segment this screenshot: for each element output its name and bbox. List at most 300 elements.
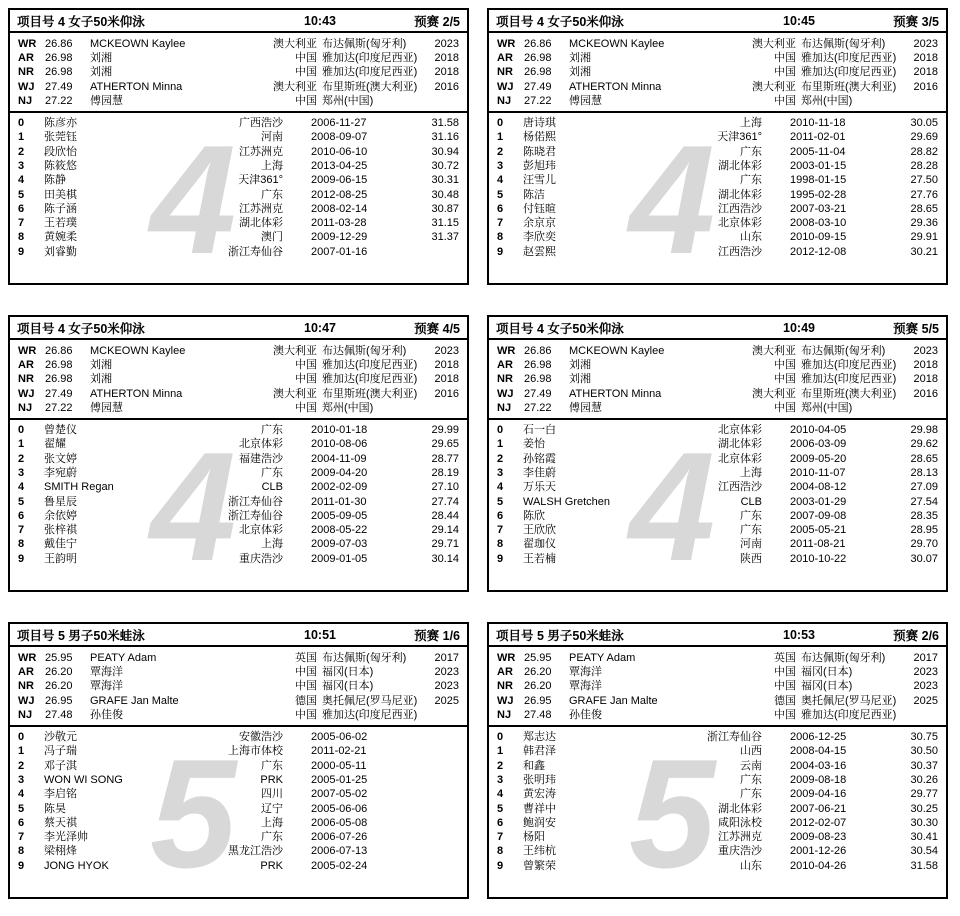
swimmer-team: 江苏洲克 bbox=[239, 145, 283, 158]
record-tag: WR bbox=[497, 652, 516, 664]
lane-number: 3 bbox=[18, 773, 25, 786]
lane-number: 5 bbox=[18, 188, 25, 201]
record-holder-name: 覃海洋 bbox=[569, 666, 602, 679]
record-time: 27.48 bbox=[45, 708, 73, 721]
swimmer-name: 韩君泽 bbox=[523, 745, 556, 758]
swimmer-team: 澳门 bbox=[261, 231, 283, 244]
entry-time bbox=[401, 787, 459, 801]
swimmer-team: 咸阳泳校 bbox=[718, 816, 762, 829]
swimmer-name: 余依婷 bbox=[44, 509, 77, 522]
record-time: 26.20 bbox=[524, 666, 552, 679]
lane-row bbox=[497, 188, 938, 202]
entry-time: 29.70 bbox=[910, 538, 938, 551]
lane-number: 7 bbox=[18, 524, 25, 537]
lane-number: 6 bbox=[497, 509, 504, 522]
record-year: 2025 bbox=[434, 694, 459, 707]
lane-number: 1 bbox=[497, 438, 504, 451]
swimmer-team: 广东 bbox=[740, 773, 762, 786]
record-nation: 中国 bbox=[295, 373, 317, 386]
record-row bbox=[18, 94, 459, 108]
entry-time: 29.99 bbox=[431, 424, 459, 437]
record-tag: NJ bbox=[497, 708, 512, 721]
entry-time: 30.48 bbox=[431, 188, 459, 201]
record-location: 雅加达(印度尼西亚) bbox=[322, 66, 418, 79]
record-tag: WR bbox=[18, 345, 37, 357]
record-location: 布达佩斯(匈牙利) bbox=[322, 652, 407, 664]
swimmer-name: WALSH Gretchen bbox=[523, 495, 611, 508]
swimmer-name: 王若楠 bbox=[523, 552, 556, 565]
record-tag: AR bbox=[18, 666, 34, 679]
lane-row bbox=[18, 452, 459, 466]
lane-number: 4 bbox=[18, 788, 25, 801]
record-holder-name: MCKEOWN Kaylee bbox=[90, 345, 186, 357]
lane-row bbox=[497, 202, 938, 216]
record-row bbox=[18, 401, 459, 415]
swimmer-name: 王欣欣 bbox=[523, 524, 556, 537]
swimmer-birthdate: 2009-01-05 bbox=[311, 552, 368, 565]
record-location: 雅加达(印度尼西亚) bbox=[322, 359, 418, 372]
swimmer-team: 上海 bbox=[261, 159, 283, 172]
lane-number: 1 bbox=[18, 745, 25, 758]
swimmer-team: 广东 bbox=[261, 831, 283, 844]
swimmer-name: 黄宏涛 bbox=[523, 788, 556, 801]
swimmer-team: 浙江寿仙谷 bbox=[228, 509, 283, 522]
lane-number: 2 bbox=[18, 145, 25, 158]
entry-time: 27.54 bbox=[910, 495, 938, 508]
record-holder-name: ATHERTON Minna bbox=[90, 80, 183, 93]
record-location: 郑州(中国) bbox=[801, 401, 853, 414]
swimmer-birthdate: 2006-05-08 bbox=[311, 816, 368, 829]
record-year: 2018 bbox=[434, 359, 459, 372]
lane-row bbox=[18, 537, 459, 551]
heat-label: 预赛 2/6 bbox=[893, 628, 939, 643]
swimmer-team: 广东 bbox=[740, 174, 762, 187]
swimmer-team: 山东 bbox=[740, 231, 762, 244]
swimmer-name: 孙铭霞 bbox=[523, 452, 556, 465]
entry-time: 30.94 bbox=[431, 145, 459, 158]
swimmer-name: 王韵明 bbox=[44, 552, 77, 565]
heat-label: 预赛 3/5 bbox=[893, 14, 939, 29]
lane-number: 5 bbox=[497, 802, 504, 815]
swimmer-birthdate: 2008-05-22 bbox=[311, 524, 368, 537]
swimmer-birthdate: 2012-12-08 bbox=[790, 245, 847, 258]
swimmer-name: 李佳蔚 bbox=[523, 466, 556, 479]
lane-row bbox=[18, 188, 459, 202]
swimmer-team: 湖北体彩 bbox=[718, 159, 762, 172]
lane-row bbox=[18, 816, 459, 830]
record-time: 26.20 bbox=[45, 680, 73, 693]
entry-time: 29.77 bbox=[910, 788, 938, 801]
panel-header bbox=[489, 10, 946, 33]
swimmer-team: 广东 bbox=[261, 424, 283, 437]
event-panel bbox=[8, 622, 469, 899]
swimmer-team: 辽宁 bbox=[261, 802, 283, 815]
lane-number: 3 bbox=[497, 773, 504, 786]
record-time: 26.20 bbox=[45, 666, 73, 679]
swimmer-team: 山西 bbox=[740, 745, 762, 758]
record-location: 布达佩斯(匈牙利) bbox=[801, 38, 886, 50]
record-nation: 澳大利亚 bbox=[273, 345, 317, 357]
record-row bbox=[18, 358, 459, 372]
lane-number: 3 bbox=[497, 466, 504, 479]
record-time: 26.86 bbox=[45, 345, 73, 357]
swimmer-team: 河南 bbox=[261, 131, 283, 144]
swimmer-birthdate: 2010-10-22 bbox=[790, 552, 847, 565]
lane-row bbox=[18, 216, 459, 230]
record-year: 2018 bbox=[913, 66, 938, 79]
record-row bbox=[18, 37, 459, 51]
record-location: 布达佩斯(匈牙利) bbox=[322, 345, 407, 357]
record-tag: WJ bbox=[497, 80, 514, 93]
record-location: 布里斯班(澳大利亚) bbox=[801, 80, 897, 93]
heat-label: 预赛 5/5 bbox=[893, 321, 939, 336]
lane-row bbox=[497, 859, 938, 873]
swimmer-name: 余京京 bbox=[523, 217, 556, 230]
swimmer-birthdate: 2002-02-09 bbox=[311, 481, 368, 494]
record-tag: NJ bbox=[18, 94, 33, 107]
record-nation: 中国 bbox=[295, 94, 317, 107]
record-tag: NJ bbox=[497, 401, 512, 414]
lane-row bbox=[497, 466, 938, 480]
record-nation: 中国 bbox=[295, 401, 317, 414]
entry-time: 30.72 bbox=[431, 159, 459, 172]
lane-row bbox=[18, 523, 459, 537]
lane-number: 6 bbox=[497, 816, 504, 829]
record-tag: NJ bbox=[18, 708, 33, 721]
record-location: 雅加达(印度尼西亚) bbox=[801, 66, 897, 79]
lane-row bbox=[497, 523, 938, 537]
record-holder-name: 刘湘 bbox=[90, 359, 112, 372]
swimmer-birthdate: 2007-06-21 bbox=[790, 802, 847, 815]
lane-row bbox=[18, 802, 459, 816]
record-tag: WR bbox=[497, 345, 516, 357]
record-holder-name: PEATY Adam bbox=[569, 652, 636, 664]
lane-row bbox=[18, 787, 459, 801]
record-tag: WR bbox=[18, 38, 37, 50]
record-time: 27.48 bbox=[524, 708, 552, 721]
record-row bbox=[497, 651, 938, 665]
record-holder-name: 傅园慧 bbox=[90, 401, 123, 414]
record-nation: 中国 bbox=[295, 680, 317, 693]
record-tag: NR bbox=[497, 66, 513, 79]
lane-number: 9 bbox=[497, 245, 504, 258]
record-year: 2023 bbox=[913, 666, 938, 679]
swimmer-birthdate: 2011-03-28 bbox=[311, 217, 367, 230]
record-holder-name: PEATY Adam bbox=[90, 652, 157, 664]
lane-row bbox=[497, 744, 938, 758]
record-holder-name: 覃海洋 bbox=[90, 680, 123, 693]
swimmer-team: PRK bbox=[260, 773, 283, 786]
entry-time: 29.71 bbox=[431, 538, 459, 551]
record-row bbox=[18, 679, 459, 693]
swimmer-birthdate: 2010-04-05 bbox=[790, 424, 847, 437]
records-section bbox=[10, 33, 467, 113]
record-tag: WJ bbox=[18, 387, 35, 400]
record-nation: 澳大利亚 bbox=[752, 387, 796, 400]
swimmer-birthdate: 2009-04-20 bbox=[311, 466, 368, 479]
swimmer-birthdate: 2001-12-26 bbox=[790, 845, 847, 858]
record-year: 2023 bbox=[913, 38, 938, 50]
swimmer-team: 上海市体校 bbox=[228, 745, 283, 758]
record-time: 27.49 bbox=[45, 387, 73, 400]
record-row bbox=[18, 51, 459, 65]
entry-time: 28.65 bbox=[910, 452, 938, 465]
swimmer-name: 冯子瑞 bbox=[44, 745, 77, 758]
lanes-section bbox=[10, 420, 467, 566]
entry-time: 28.13 bbox=[910, 466, 938, 479]
swimmer-name: 陈筱悠 bbox=[44, 159, 77, 172]
lane-number: 1 bbox=[18, 131, 25, 144]
record-nation: 德国 bbox=[774, 694, 796, 707]
entry-time: 29.36 bbox=[910, 217, 938, 230]
record-location: 雅加达(印度尼西亚) bbox=[322, 52, 418, 65]
heat-label: 预赛 1/6 bbox=[414, 628, 460, 643]
swimmer-team: 四川 bbox=[261, 788, 283, 801]
record-nation: 中国 bbox=[774, 359, 796, 372]
swimmer-birthdate: 1995-02-28 bbox=[790, 188, 847, 201]
heat-watermark: 5 bbox=[150, 727, 237, 899]
record-holder-name: 刘湘 bbox=[90, 52, 112, 65]
panel-header bbox=[489, 624, 946, 647]
record-nation: 澳大利亚 bbox=[273, 80, 317, 93]
swimmer-birthdate: 2009-04-16 bbox=[790, 788, 847, 801]
lane-number: 9 bbox=[18, 552, 25, 565]
lanes-section bbox=[489, 420, 946, 566]
lane-row bbox=[497, 130, 938, 144]
lane-row bbox=[497, 145, 938, 159]
record-time: 26.95 bbox=[45, 694, 73, 707]
swimmer-team: 湖北体彩 bbox=[718, 438, 762, 451]
swimmer-birthdate: 2005-11-04 bbox=[790, 145, 846, 158]
record-row bbox=[497, 708, 938, 722]
swimmer-name: 曹祥中 bbox=[523, 802, 556, 815]
entry-time: 28.82 bbox=[910, 145, 938, 158]
record-location: 郑州(中国) bbox=[322, 94, 374, 107]
record-holder-name: 刘湘 bbox=[569, 66, 591, 79]
entry-time bbox=[401, 844, 459, 858]
entry-time bbox=[401, 773, 459, 787]
record-row bbox=[18, 708, 459, 722]
swimmer-team: 河南 bbox=[740, 538, 762, 551]
swimmer-team: 上海 bbox=[740, 117, 762, 130]
record-row bbox=[497, 344, 938, 358]
record-year bbox=[906, 708, 938, 722]
record-tag: NJ bbox=[497, 94, 512, 107]
swimmer-name: 李光泽帅 bbox=[44, 831, 88, 844]
lane-row bbox=[497, 802, 938, 816]
swimmer-birthdate: 1998-01-15 bbox=[790, 174, 847, 187]
record-year: 2018 bbox=[913, 373, 938, 386]
swimmer-name: 李启铭 bbox=[44, 788, 77, 801]
swimmer-name: 田美棋 bbox=[44, 188, 77, 201]
lane-number: 1 bbox=[497, 131, 504, 144]
records-section bbox=[489, 340, 946, 420]
record-year: 2016 bbox=[913, 80, 938, 93]
record-nation: 中国 bbox=[774, 52, 796, 65]
lane-number: 5 bbox=[18, 495, 25, 508]
record-row bbox=[497, 37, 938, 51]
record-holder-name: 刘湘 bbox=[90, 373, 112, 386]
record-row bbox=[497, 665, 938, 679]
lane-number: 7 bbox=[18, 217, 25, 230]
record-holder-name: ATHERTON Minna bbox=[90, 387, 183, 400]
record-location: 布里斯班(澳大利亚) bbox=[322, 80, 418, 93]
lane-row bbox=[497, 116, 938, 130]
record-time: 26.98 bbox=[45, 359, 73, 372]
record-time: 26.98 bbox=[45, 66, 73, 79]
lane-row bbox=[18, 495, 459, 509]
lane-row bbox=[18, 437, 459, 451]
event-title: 项目号 5 男子50米蛙泳 bbox=[17, 628, 145, 643]
entry-time: 29.62 bbox=[910, 438, 938, 451]
record-year: 2023 bbox=[434, 345, 459, 357]
swimmer-team: 广西浩沙 bbox=[239, 117, 283, 130]
swimmer-name: 付钰暄 bbox=[523, 202, 556, 215]
record-location: 雅加达(印度尼西亚) bbox=[801, 52, 897, 65]
panel-header bbox=[489, 317, 946, 340]
swimmer-team: 广东 bbox=[740, 524, 762, 537]
record-tag: NR bbox=[497, 680, 513, 693]
record-holder-name: 刘湘 bbox=[569, 52, 591, 65]
swimmer-name: 鲁星辰 bbox=[44, 495, 77, 508]
entry-time: 28.28 bbox=[910, 159, 938, 172]
swimmer-team: 北京体彩 bbox=[239, 438, 283, 451]
lane-row bbox=[497, 730, 938, 744]
swimmer-name: 陈子涵 bbox=[44, 202, 77, 215]
swimmer-name: 陈洁 bbox=[523, 188, 545, 201]
entry-time: 30.54 bbox=[910, 845, 938, 858]
swimmer-name: 梁栩烽 bbox=[44, 845, 77, 858]
record-tag: NR bbox=[18, 680, 34, 693]
entry-time: 30.37 bbox=[910, 759, 938, 772]
session-time: 10:51 bbox=[304, 627, 336, 642]
record-year: 2025 bbox=[913, 694, 938, 707]
lane-number: 7 bbox=[18, 831, 25, 844]
swimmer-birthdate: 2005-09-05 bbox=[311, 509, 368, 522]
record-time: 27.49 bbox=[524, 80, 552, 93]
swimmer-name: 曾繁荣 bbox=[523, 859, 556, 872]
lane-row bbox=[497, 830, 938, 844]
record-time: 26.20 bbox=[524, 680, 552, 693]
entry-time bbox=[401, 759, 459, 773]
swimmer-name: 赵雲熙 bbox=[523, 245, 556, 258]
record-location: 布达佩斯(匈牙利) bbox=[322, 38, 407, 50]
lane-row bbox=[18, 130, 459, 144]
panel-header bbox=[10, 624, 467, 647]
lane-number: 3 bbox=[18, 159, 25, 172]
record-time: 26.98 bbox=[524, 52, 552, 65]
swimmer-team: 北京体彩 bbox=[718, 217, 762, 230]
record-tag: AR bbox=[18, 52, 34, 65]
swimmer-birthdate: 2009-08-23 bbox=[790, 831, 847, 844]
swimmer-name: 戴佳宁 bbox=[44, 538, 77, 551]
swimmer-name: 段欣怡 bbox=[44, 145, 77, 158]
lane-number: 9 bbox=[18, 245, 25, 258]
swimmer-name: 沙敬元 bbox=[44, 731, 77, 744]
entry-time: 28.19 bbox=[431, 466, 459, 479]
swimmer-birthdate: 2011-01-30 bbox=[311, 495, 367, 508]
lane-number: 6 bbox=[18, 202, 25, 215]
swimmer-team: 重庆浩沙 bbox=[239, 552, 283, 565]
entry-time bbox=[401, 730, 459, 744]
lane-number: 8 bbox=[497, 845, 504, 858]
swimmer-birthdate: 2010-11-18 bbox=[790, 117, 846, 130]
event-title: 项目号 4 女子50米仰泳 bbox=[496, 14, 624, 29]
swimmer-team: 陕西 bbox=[740, 552, 762, 565]
record-year: 2016 bbox=[434, 80, 459, 93]
lane-row bbox=[18, 466, 459, 480]
entry-time: 31.58 bbox=[910, 859, 938, 872]
lane-row bbox=[497, 173, 938, 187]
record-year: 2018 bbox=[913, 359, 938, 372]
record-year: 2018 bbox=[913, 52, 938, 65]
record-time: 27.22 bbox=[524, 401, 552, 414]
entry-time bbox=[401, 245, 459, 259]
entry-time: 29.69 bbox=[910, 131, 938, 144]
swimmer-name: 万乐天 bbox=[523, 481, 556, 494]
lane-row bbox=[497, 216, 938, 230]
swimmer-team: 江西浩沙 bbox=[718, 481, 762, 494]
record-holder-name: MCKEOWN Kaylee bbox=[569, 38, 665, 50]
record-location: 福冈(日本) bbox=[322, 680, 374, 693]
record-nation: 中国 bbox=[295, 359, 317, 372]
record-location: 布里斯班(澳大利亚) bbox=[801, 387, 897, 400]
swimmer-team: 湖北体彩 bbox=[718, 188, 762, 201]
record-holder-name: GRAFE Jan Malte bbox=[90, 694, 179, 707]
lane-row bbox=[18, 830, 459, 844]
swimmer-name: 唐诗琪 bbox=[523, 117, 556, 130]
event-title: 项目号 4 女子50米仰泳 bbox=[17, 321, 145, 336]
record-time: 25.95 bbox=[524, 652, 552, 664]
lane-number: 2 bbox=[497, 759, 504, 772]
record-year: 2023 bbox=[434, 666, 459, 679]
record-tag: WJ bbox=[497, 694, 514, 707]
lane-row bbox=[497, 423, 938, 437]
record-holder-name: 刘湘 bbox=[569, 359, 591, 372]
lane-row bbox=[497, 509, 938, 523]
swimmer-birthdate: 2011-02-21 bbox=[311, 745, 367, 758]
swimmer-team: CLB bbox=[740, 495, 762, 508]
lane-number: 0 bbox=[18, 424, 25, 437]
entry-time: 28.65 bbox=[910, 202, 938, 215]
entry-time: 28.35 bbox=[910, 509, 938, 522]
event-panel bbox=[487, 8, 948, 285]
record-year bbox=[427, 401, 459, 415]
event-title: 项目号 5 男子50米蛙泳 bbox=[496, 628, 624, 643]
lane-number: 0 bbox=[497, 117, 504, 130]
lane-number: 3 bbox=[18, 466, 25, 479]
record-year: 2023 bbox=[434, 38, 459, 50]
event-panel bbox=[487, 315, 948, 592]
record-tag: WJ bbox=[497, 387, 514, 400]
swimmer-name: 陈晓君 bbox=[523, 145, 556, 158]
entry-time: 30.41 bbox=[910, 831, 938, 844]
record-nation: 德国 bbox=[295, 694, 317, 707]
lane-number: 4 bbox=[497, 481, 504, 494]
entry-time: 28.95 bbox=[910, 524, 938, 537]
records-section bbox=[489, 647, 946, 727]
swimmer-birthdate: 2013-04-25 bbox=[311, 159, 368, 172]
record-nation: 澳大利亚 bbox=[752, 38, 796, 50]
record-time: 26.86 bbox=[524, 38, 552, 50]
entry-time: 29.14 bbox=[431, 524, 459, 537]
record-row bbox=[497, 80, 938, 94]
swimmer-team: 上海 bbox=[740, 466, 762, 479]
swimmer-team: 上海 bbox=[261, 816, 283, 829]
record-year: 2023 bbox=[913, 680, 938, 693]
swimmer-birthdate: 2004-11-09 bbox=[311, 452, 367, 465]
record-time: 27.22 bbox=[524, 94, 552, 107]
